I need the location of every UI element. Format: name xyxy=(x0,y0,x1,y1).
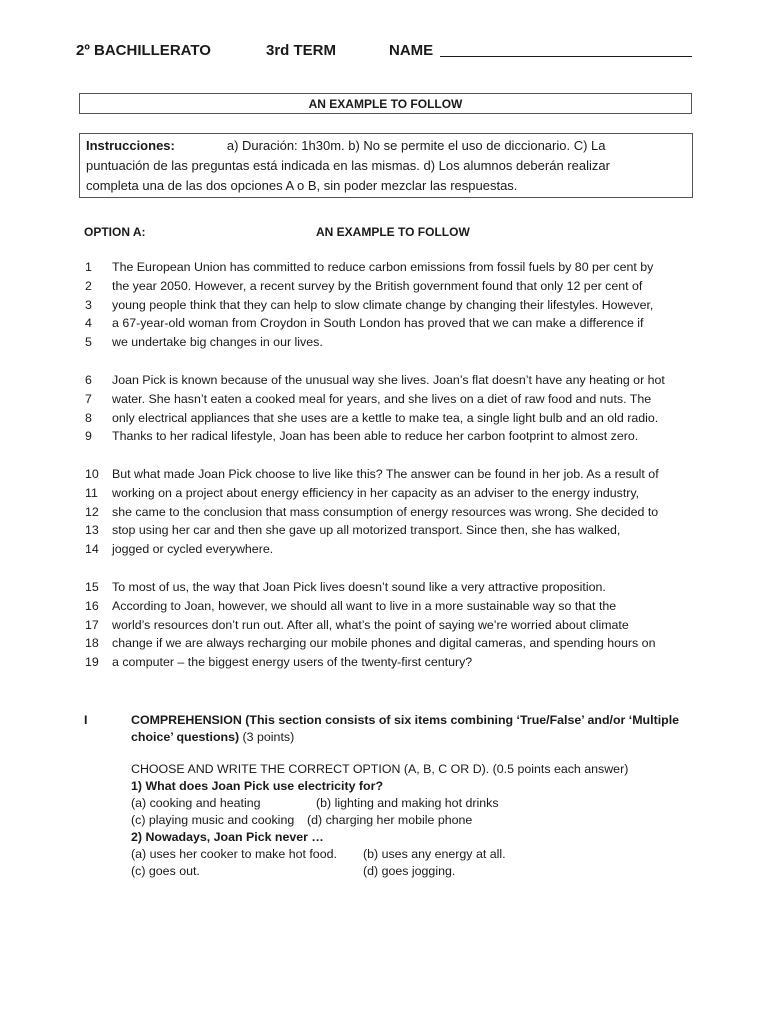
answer-option[interactable]: (d) charging her mobile phone xyxy=(307,813,473,827)
line-number: 10 xyxy=(85,467,99,481)
option-heading xyxy=(0,225,768,241)
line-number: 3 xyxy=(85,297,92,312)
instructions-label: Instrucciones: xyxy=(86,138,175,153)
line-number: 19 xyxy=(85,655,99,670)
line-number: 13 xyxy=(85,523,99,538)
text-line xyxy=(0,634,768,653)
section-heading-1: COMPREHENSION (This section consists of six items combining ‘True/False’ and/or ‘Multiple xyxy=(131,713,680,727)
section-heading-2: choice’ questions) xyxy=(131,730,240,744)
text-line xyxy=(0,597,768,616)
line-number: 8 xyxy=(85,410,92,425)
exam-header xyxy=(0,40,768,62)
line-number: 1 xyxy=(85,260,92,274)
line-text: working on a project about energy efficiency in her capacity as an adviser to the energy industry, xyxy=(112,485,640,500)
line-text: The European Union has committed to reduce carbon emissions from fossil fuels by 80 per cent by xyxy=(112,260,654,274)
exam-title: AN EXAMPLE TO FOLLOW xyxy=(79,93,692,114)
text-line xyxy=(0,371,768,390)
text-line xyxy=(0,390,768,409)
answer-option[interactable]: (a) uses her cooker to make hot food. xyxy=(131,847,337,861)
line-text: she came to the conclusion that mass consumption of energy resources was wrong. She decided to xyxy=(112,504,659,519)
line-number: 2 xyxy=(85,278,92,293)
question-2-options-row xyxy=(131,863,731,880)
text-line xyxy=(0,521,768,540)
instructions-box xyxy=(79,133,693,198)
option-label: OPTION A: xyxy=(84,225,146,239)
instructions-text-3: completa una de las dos opciones A o B, sin poder mezclar las respuestas. xyxy=(86,178,518,193)
text-line xyxy=(0,258,768,277)
line-text: a 67-year-old woman from Croydon in South London has proved that we can make a difference if xyxy=(112,316,644,331)
line-text: we undertake big changes in our lives. xyxy=(112,335,323,350)
line-number: 16 xyxy=(85,598,99,613)
text-line xyxy=(0,503,768,522)
text-line xyxy=(0,540,768,559)
line-number: 4 xyxy=(85,316,92,331)
paragraph-3 xyxy=(0,465,768,559)
line-number: 18 xyxy=(85,636,99,651)
question-1-options-row xyxy=(131,795,731,812)
answer-option[interactable]: (d) goes jogging. xyxy=(363,864,456,878)
question-2-title: 2) Nowadays, Joan Pick never … xyxy=(131,830,324,844)
question-1-title: 1) What does Joan Pick use electricity for? xyxy=(131,779,384,793)
line-text: change if we are always recharging our mobile phones and digital cameras, and spending hours on xyxy=(112,636,656,651)
text-line xyxy=(0,578,768,597)
text-line xyxy=(0,484,768,503)
line-text: only electrical appliances that she uses are a kettle to make tea, a single light bulb and an old radio. xyxy=(112,410,659,425)
line-number: 5 xyxy=(85,335,92,350)
text-line xyxy=(0,333,768,352)
line-text: a computer – the biggest energy users of the twenty-first century? xyxy=(112,655,473,670)
line-text: the year 2050. However, a recent survey by the British government found that only 12 per cent of xyxy=(112,278,643,293)
answer-option[interactable]: (c) goes out. xyxy=(131,864,200,878)
instructions-text-2: puntuación de las preguntas está indicada en las mismas. d) Los alumnos deberán realizar xyxy=(86,158,610,173)
line-text: According to Joan, however, we should all want to live in a more sustainable way so that the xyxy=(112,598,617,613)
line-text: young people think that they can help to slow climate change by changing their lifestyles. However, xyxy=(112,297,654,312)
line-text: Joan Pick is known because of the unusual way she lives. Joan’s flat doesn’t have any heating or hot xyxy=(112,373,665,387)
line-text: Thanks to her radical lifestyle, Joan has been able to reduce her carbon footprint to almost zero. xyxy=(112,429,639,444)
paragraph-4 xyxy=(0,578,768,672)
question-2-options-row xyxy=(131,846,731,863)
question-1-options-row xyxy=(131,812,731,829)
course-label: 2º BACHILLERATO xyxy=(76,42,211,59)
line-number: 12 xyxy=(85,504,99,519)
line-text: But what made Joan Pick choose to live like this? The answer can be found in her job. As a result of xyxy=(112,467,659,481)
line-text: water. She hasn’t eaten a cooked meal for years, and she lives on a diet of raw food and nuts. The xyxy=(112,391,652,406)
line-number: 11 xyxy=(85,485,98,500)
text-line xyxy=(0,427,768,446)
name-input-line[interactable] xyxy=(440,56,692,57)
answer-option[interactable]: (c) playing music and cooking xyxy=(131,813,295,827)
text-line xyxy=(0,409,768,428)
line-number: 15 xyxy=(85,580,99,594)
line-number: 7 xyxy=(85,391,92,406)
instructions-text-1: a) Duración: 1h30m. b) No se permite el uso de diccionario. C) La xyxy=(226,138,606,153)
question-block xyxy=(131,761,731,880)
name-label: NAME xyxy=(389,42,434,59)
line-number: 14 xyxy=(85,542,99,557)
answer-option[interactable]: (a) cooking and heating xyxy=(131,796,261,810)
question-instruction: CHOOSE AND WRITE THE CORRECT OPTION (A, B, C OR D). (0.5 points each answer) xyxy=(131,762,629,776)
line-number: 17 xyxy=(85,617,99,632)
text-line xyxy=(0,296,768,315)
section-number: I xyxy=(84,713,88,727)
section-points: (3 points) xyxy=(239,730,295,744)
answer-option[interactable]: (b) lighting and making hot drinks xyxy=(316,796,499,810)
text-line xyxy=(0,277,768,296)
line-text: jogged or cycled everywhere. xyxy=(112,542,274,557)
option-title: AN EXAMPLE TO FOLLOW xyxy=(316,225,470,239)
term-label: 3rd TERM xyxy=(266,42,337,59)
line-number: 6 xyxy=(85,373,92,387)
line-number: 9 xyxy=(85,429,92,444)
text-line xyxy=(0,465,768,484)
text-line xyxy=(0,653,768,672)
line-text: stop using her car and then she gave up all motorized transport. Since then, she has walked, xyxy=(112,523,621,538)
text-line xyxy=(0,314,768,333)
paragraph-2 xyxy=(0,371,768,446)
text-line xyxy=(0,616,768,635)
line-text: To most of us, the way that Joan Pick lives doesn’t sound like a very attractive proposition. xyxy=(112,580,606,594)
paragraph-1 xyxy=(0,258,768,352)
answer-option[interactable]: (b) uses any energy at all. xyxy=(363,847,506,861)
line-text: world’s resources don’t run out. After all, what’s the point of saying we’re worried about climate xyxy=(112,617,629,632)
